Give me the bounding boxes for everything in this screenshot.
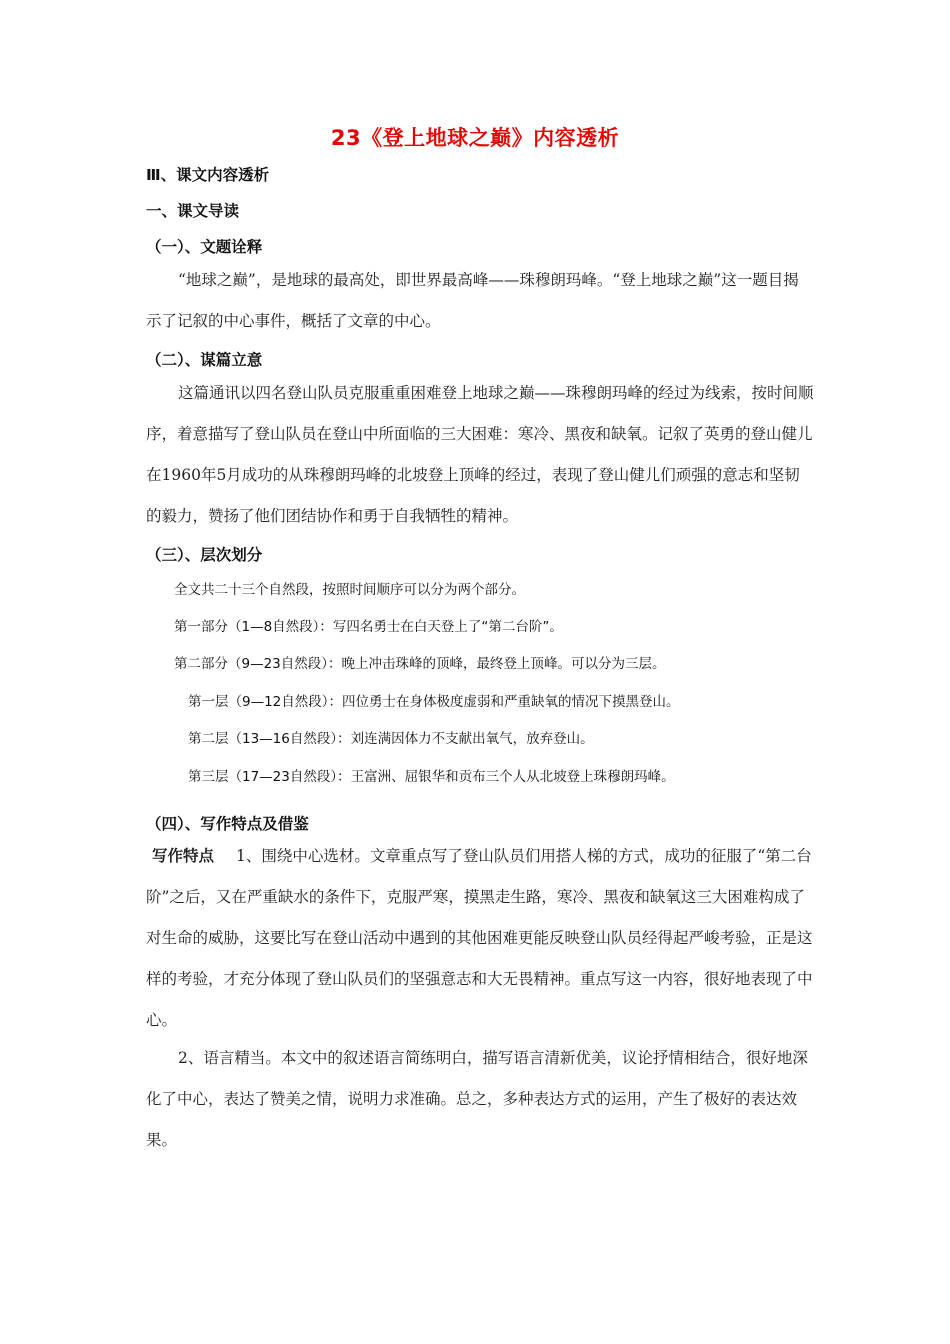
section-heading-1: 一、课文导读 [146,202,240,220]
section-heading-main: Ⅲ、课文内容透析 [146,166,270,184]
outline-layer-1: 第一层（9—12自然段）：四位勇士在身体极度虚弱和严重缺氧的情况下摸黑登山。 [188,694,680,710]
writing-features-label: 写作特点 [152,847,215,865]
paragraph-writing-feature-2: 2、语言精当。本文中的叙述语言简练明白，描写语言清新优美，议论抒情相结合，很好地深化了中心，表达了赞美之情，说明力求准确。总之，多种表达方式的运用，产生了极好的表达效果。 [146,1049,808,1149]
page-title: 23《登上地球之巅》内容透析 [330,126,620,150]
outline-layer-3: 第三层（17—23自然段）：王富洲、屈银华和贡布三个人从北坡登上珠穆朗玛峰。 [188,769,675,785]
outline-part-1: 第一部分（1—8自然段）：写四名勇士在白天登上了“第二台阶”。 [174,619,563,635]
subheading-layer-division: （三）、层次划分 [146,546,263,564]
subheading-structure-intent: （二）、谋篇立意 [146,351,263,369]
outline-intro: 全文共二十三个自然段，按照时间顺序可以分为两个部分。 [174,582,525,598]
paragraph-writing-feature-1: 写作特点 1、围绕中心选材。文章重点写了登山队员们用搭人梯的方式，成功的征服了“第二台阶”之后，又在严重缺水的条件下，克服严寒，摸黑走生路，寒冷、黑夜和缺氧这三大困难构成了对生命的威胁，这要比写在登山活动中遇到的其他困难更能反映登山队员经得起严峻考验，正是这样的考验，才充分体现了登山队员们的坚强意志和大无畏精神。重点写这一内容，很好地表现了中心。 [146,847,813,1029]
outline-part-2: 第二部分（9—23自然段）：晚上冲击珠峰的顶峰，最终登上顶峰。可以分为三层。 [174,656,666,672]
subheading-title-explanation: （一）、文题诠释 [146,238,263,256]
subheading-writing-features: （四）、写作特点及借鉴 [146,815,309,833]
paragraph-structure-intent: 这篇通讯以四名登山队员克服重重困难登上地球之巅——珠穆朗玛峰的经过为线索，按时间顺序，着意描写了登山队员在登山中所面临的三大困难：寒冷、黑夜和缺氧。记叙了英勇的登山健儿在1960年5月成功的从珠穆朗玛峰的北坡登上顶峰的经过，表现了登山健儿们顽强的意志和坚韧的毅力，赞扬了他们团结协作和勇于自我牺牲的精神。 [146,384,814,525]
paragraph-title-explanation: “地球之巅”，是地球的最高处，即世界最高峰——珠穆朗玛峰。“登上地球之巅”这一题目揭示了记叙的中心事件，概括了文章的中心。 [146,271,799,330]
outline-layer-2: 第二层（13—16自然段）：刘连满因体力不支献出氧气，放弃登山。 [188,731,594,747]
